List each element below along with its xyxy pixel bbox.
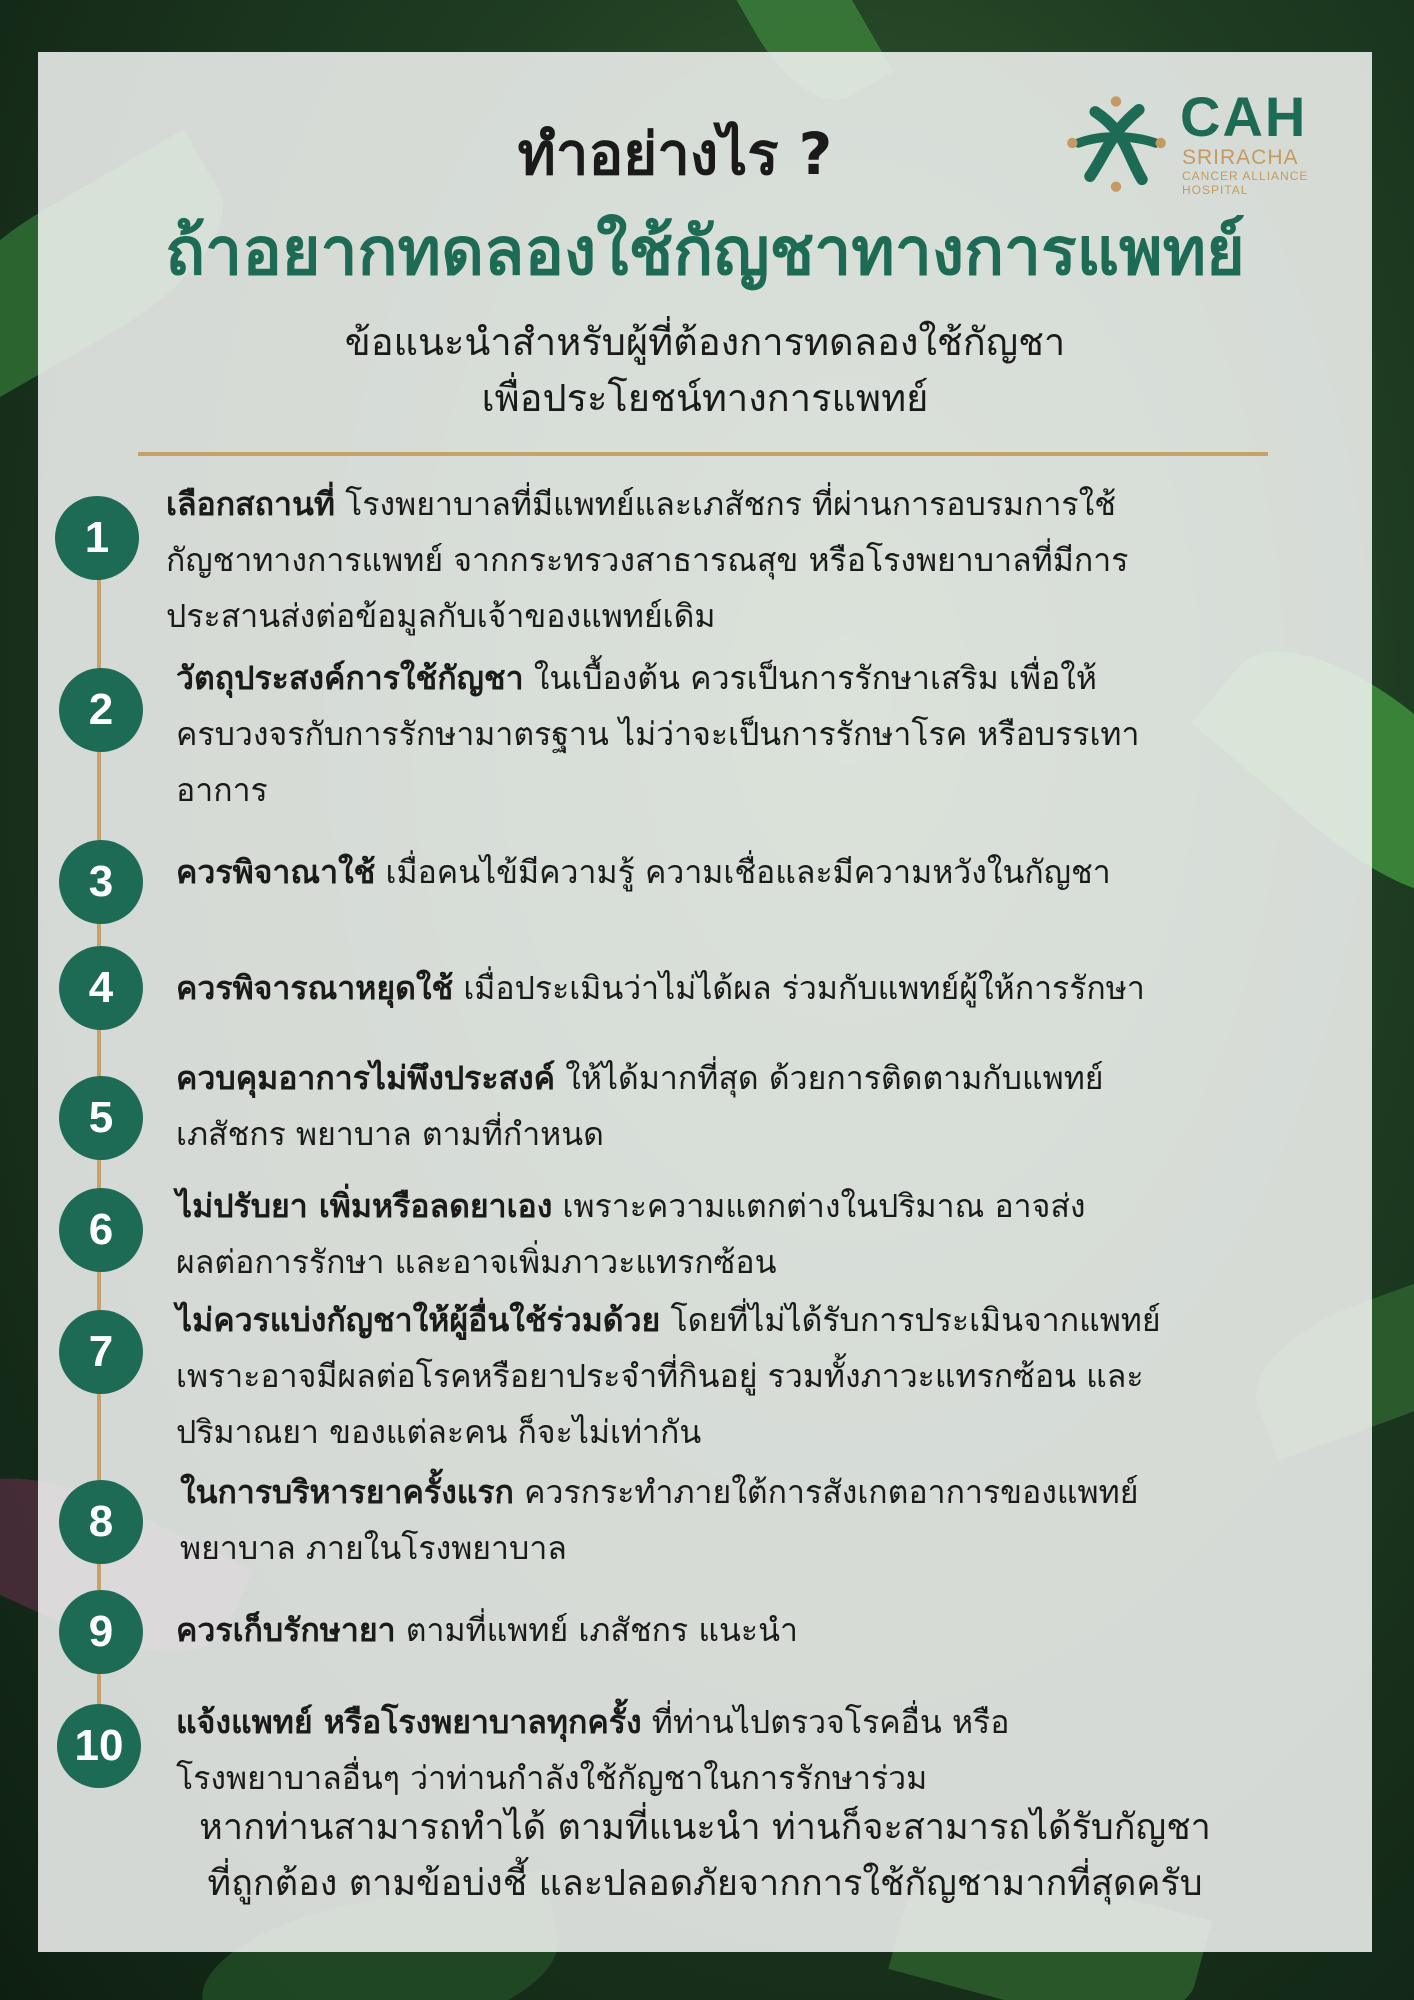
step-detail: เพราะความแตกต่างในปริมาณ อาจส่ง [552,1187,1086,1225]
step-detail: โรงพยาบาลที่มีแพทย์และเภสัชกร ที่ผ่านการอบรมการใช้ [334,485,1116,523]
step-detail: โดยที่ไม่ได้รับการประเมินจากแพทย์ [660,1301,1161,1339]
step-detail: ให้ได้มากที่สุด ด้วยการติดตามกับแพทย์ [555,1059,1104,1097]
content-panel [38,52,1372,1952]
step-heading: ควรเก็บรักษายา [176,1611,396,1649]
step-line: เพราะอาจมีผลต่อโรคหรือยาประจำที่กินอยู่ รวมทั้งภาวะแทรกซ้อน และ [176,1357,1144,1395]
page-headline: ถ้าอยากทดลองใช้กัญชาทางการแพทย์ [165,213,1245,290]
step-number-badge: 9 [59,1590,143,1674]
step-number-badge: 5 [59,1076,143,1160]
step-number-badge: 6 [59,1188,143,1272]
closing-note [38,1800,1372,1912]
step-line: กัญชาทางการแพทย์ จากกระทรวงสาธารณสุข หรือโรงพยาบาลที่มีการ [166,541,1129,579]
step-text [176,1694,1009,1806]
step-heading: ควบคุมอาการไม่พึงประสงค์ [176,1059,556,1097]
step-heading: แจ้งแพทย์ หรือโรงพยาบาลทุกครั้ง [176,1703,642,1741]
subtitle-line: เพื่อประโยชน์ทางการแพทย์ [481,376,929,420]
step-text [176,1292,1161,1460]
step-number-badge: 7 [59,1310,143,1394]
step-detail: ตามที่แพทย์ เภสัชกร แนะนำ [395,1611,798,1649]
step-heading: วัตถุประสงค์การใช้กัญชา [176,659,524,697]
step-line: โรงพยาบาลอื่นๆ ว่าท่านกำลังใช้กัญชาในการรักษาร่วม [176,1759,928,1797]
step-detail: เมื่อคนไข้มีความรู้ ความเชื่อและมีความหวังในกัญชา [375,853,1111,891]
step-heading: ควรพิจารณาหยุดใช้ [176,969,454,1007]
step-line: อาการ [176,771,268,809]
step-heading: ควรพิจาณาใช้ [176,853,376,891]
closing-line: ที่ถูกต้อง ตามข้อบ่งชี้ และปลอดภัยจากการใช้กัญชามากที่สุดครับ [207,1863,1203,1904]
step-heading: ไม่ปรับยา เพิ่มหรือลดยาเอง [176,1187,553,1225]
step-line: ผลต่อการรักษา และอาจเพิ่มภาวะแทรกซ้อน [176,1243,777,1281]
page-title: ทำอย่างไร ? [517,120,833,188]
page-subtitle [38,314,1372,426]
step-line: ปริมาณยา ของแต่ละคน ก็จะไม่เท่ากัน [176,1413,702,1451]
step-number-badge: 4 [59,946,143,1030]
logo-line2: CANCER ALLIANCE [1182,169,1309,183]
step-detail: ที่ท่านไปตรวจโรคอื่น หรือ [641,1703,1010,1741]
step-text [176,1050,1104,1162]
step-text [176,650,1139,818]
step-detail: ในเบื้องต้น ควรเป็นการรักษาเสริม เพื่อให้ [523,659,1097,697]
step-text [176,1602,798,1658]
step-text [180,1464,1138,1576]
step-detail: ควรกระทำภายใต้การสังเกตอาการของแพทย์ [513,1473,1139,1511]
step-text [176,1178,1086,1290]
step-heading: ไม่ควรแบ่งกัญชาให้ผู้อื่นใช้ร่วมด้วย [176,1301,661,1339]
step-text [166,476,1128,644]
closing-line: หากท่านสามารถทำได้ ตามที่แนะนำ ท่านก็จะสามารถได้รับกัญชา [199,1807,1211,1848]
step-line: ประสานส่งต่อข้อมูลกับเจ้าของแพทย์เดิม [166,597,716,635]
step-line: พยาบาล ภายในโรงพยาบาล [180,1529,567,1567]
step-number-badge: 10 [57,1704,141,1788]
step-number-badge: 1 [55,496,139,580]
subtitle-line: ข้อแนะนำสำหรับผู้ที่ต้องการทดลองใช้กัญชา [344,320,1066,364]
step-line: ครบวงจรกับการรักษามาตรฐาน ไม่ว่าจะเป็นการรักษาโรค หรือบรรเทา [176,715,1140,753]
logo-name: CAH [1180,85,1308,148]
step-text [176,960,1145,1016]
step-number-badge: 8 [59,1480,143,1564]
step-detail: เมื่อประเมินว่าไม่ได้ผล ร่วมกับแพทย์ผู้ให้การรักษา [453,969,1145,1007]
step-heading: ในการบริหารยาครั้งแรก [180,1473,514,1511]
step-heading: เลือกสถานที่ [166,485,335,523]
divider [138,452,1268,456]
step-line: เภสัชกร พยาบาล ตามที่กำหนด [176,1115,604,1153]
logo-line3: HOSPITAL [1182,183,1249,197]
step-text [176,844,1111,900]
logo-line1: SRIRACHA [1182,146,1299,169]
step-number-badge: 3 [59,840,143,924]
step-number-badge: 2 [59,668,143,752]
